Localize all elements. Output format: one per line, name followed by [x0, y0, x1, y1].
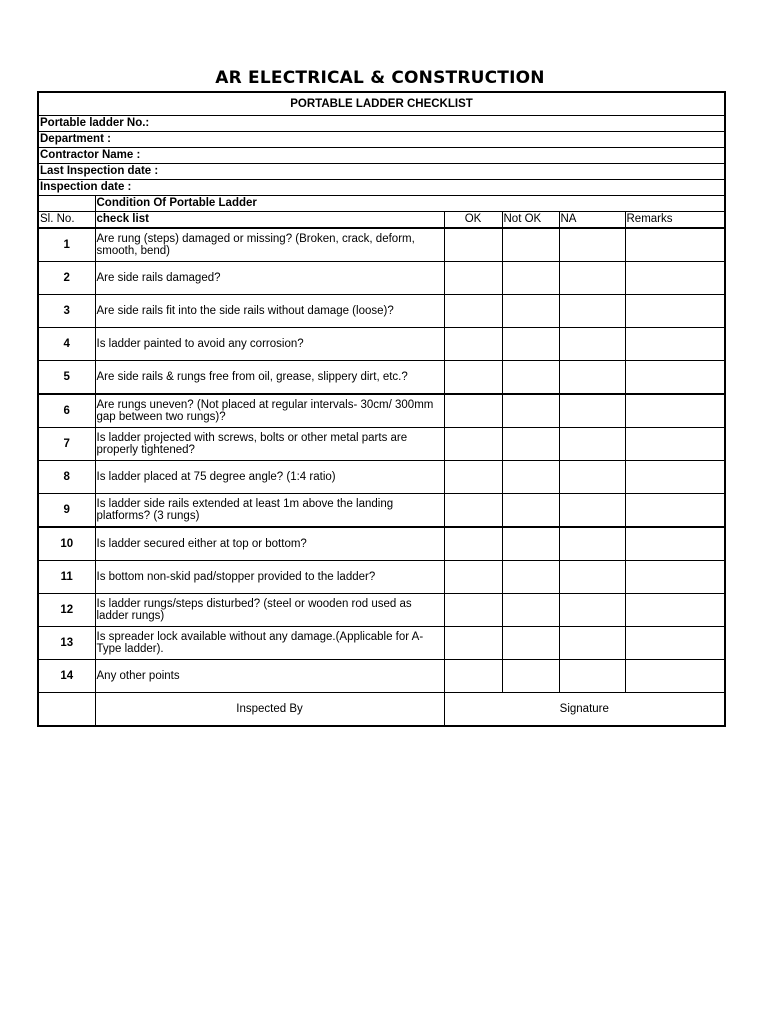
info-label: Inspection date :	[38, 180, 725, 196]
table-row	[38, 494, 725, 528]
info-row-contractor	[38, 148, 725, 164]
not-ok-cell[interactable]	[502, 394, 559, 428]
remarks-cell[interactable]	[625, 561, 725, 594]
table-row	[38, 461, 725, 494]
item-question: Is ladder placed at 75 degree angle? (1:4 ratio)	[95, 461, 444, 494]
table-row	[38, 627, 725, 660]
item-number: 13	[38, 627, 95, 660]
na-cell[interactable]	[559, 461, 625, 494]
item-question: Is spreader lock available without any damage.(Applicable for A-Type ladder).	[95, 627, 444, 660]
checklist-table	[37, 91, 726, 727]
company-title: AR ELECTRICAL & CONSTRUCTION	[215, 68, 545, 88]
signature-row	[38, 693, 725, 727]
item-question: Any other points	[95, 660, 444, 693]
table-row	[38, 262, 725, 295]
item-question: Are rungs uneven? (Not placed at regular intervals- 30cm/ 300mm gap between two rungs)?	[95, 394, 444, 428]
ok-cell[interactable]	[444, 328, 502, 361]
na-cell[interactable]	[559, 361, 625, 395]
item-number: 6	[38, 394, 95, 428]
table-row	[38, 428, 725, 461]
section-row	[38, 196, 725, 212]
empty-cell	[38, 196, 95, 212]
ok-cell[interactable]	[444, 228, 502, 262]
info-row-inspection-date	[38, 180, 725, 196]
item-number: 11	[38, 561, 95, 594]
remarks-cell[interactable]	[625, 461, 725, 494]
table-row	[38, 328, 725, 361]
item-number: 4	[38, 328, 95, 361]
item-question: Is ladder painted to avoid any corrosion?	[95, 328, 444, 361]
item-question: Is ladder projected with screws, bolts or other metal parts are properly tightened?	[95, 428, 444, 461]
ok-cell[interactable]	[444, 561, 502, 594]
item-question: Is ladder side rails extended at least 1m above the landing platforms? (3 rungs)	[95, 494, 444, 528]
info-row-ladder-no	[38, 116, 725, 132]
info-label: Department :	[38, 132, 725, 148]
header-check-list: check list	[95, 212, 444, 229]
na-cell[interactable]	[559, 561, 625, 594]
not-ok-cell[interactable]	[502, 527, 559, 561]
info-row-department	[38, 132, 725, 148]
title-row	[38, 92, 725, 116]
not-ok-cell[interactable]	[502, 494, 559, 528]
item-question: Is bottom non-skid pad/stopper provided to the ladder?	[95, 561, 444, 594]
na-cell[interactable]	[559, 262, 625, 295]
na-cell[interactable]	[559, 660, 625, 693]
item-question: Are side rails & rungs free from oil, grease, slippery dirt, etc.?	[95, 361, 444, 395]
item-number: 5	[38, 361, 95, 395]
ok-cell[interactable]	[444, 295, 502, 328]
remarks-cell[interactable]	[625, 361, 725, 395]
ok-cell[interactable]	[444, 594, 502, 627]
not-ok-cell[interactable]	[502, 295, 559, 328]
remarks-cell[interactable]	[625, 494, 725, 528]
remarks-cell[interactable]	[625, 228, 725, 262]
header-ok: OK	[444, 212, 502, 229]
na-cell[interactable]	[559, 594, 625, 627]
remarks-cell[interactable]	[625, 527, 725, 561]
item-number: 14	[38, 660, 95, 693]
na-cell[interactable]	[559, 494, 625, 528]
info-label: Contractor Name :	[38, 148, 725, 164]
remarks-cell[interactable]	[625, 328, 725, 361]
header-not-ok: Not OK	[502, 212, 559, 229]
ok-cell[interactable]	[444, 262, 502, 295]
item-number: 12	[38, 594, 95, 627]
remarks-cell[interactable]	[625, 627, 725, 660]
item-question: Is ladder rungs/steps disturbed? (steel or wooden rod used as ladder rungs)	[95, 594, 444, 627]
ok-cell[interactable]	[444, 527, 502, 561]
item-number: 2	[38, 262, 95, 295]
ok-cell[interactable]	[444, 461, 502, 494]
na-cell[interactable]	[559, 394, 625, 428]
table-row	[38, 561, 725, 594]
table-row	[38, 228, 725, 262]
ok-cell[interactable]	[444, 494, 502, 528]
not-ok-cell[interactable]	[502, 428, 559, 461]
table-row	[38, 660, 725, 693]
header-na: NA	[559, 212, 625, 229]
na-cell[interactable]	[559, 428, 625, 461]
ok-cell[interactable]	[444, 660, 502, 693]
table-row	[38, 295, 725, 328]
not-ok-cell[interactable]	[502, 561, 559, 594]
not-ok-cell[interactable]	[502, 627, 559, 660]
table-row	[38, 394, 725, 428]
info-label: Last Inspection date :	[38, 164, 725, 180]
inspected-by-label: Inspected By	[95, 693, 444, 727]
na-cell[interactable]	[559, 527, 625, 561]
empty-cell	[38, 693, 95, 727]
item-question: Are side rails fit into the side rails without damage (loose)?	[95, 295, 444, 328]
item-question: Is ladder secured either at top or bottom?	[95, 527, 444, 561]
item-number: 8	[38, 461, 95, 494]
remarks-cell[interactable]	[625, 295, 725, 328]
not-ok-cell[interactable]	[502, 228, 559, 262]
header-remarks: Remarks	[625, 212, 725, 229]
info-row-last-inspection	[38, 164, 725, 180]
not-ok-cell[interactable]	[502, 594, 559, 627]
item-number: 3	[38, 295, 95, 328]
header-sl-no: Sl. No.	[38, 212, 95, 229]
section-title: Condition Of Portable Ladder	[95, 196, 725, 212]
na-cell[interactable]	[559, 328, 625, 361]
checklist-title: PORTABLE LADDER CHECKLIST	[38, 92, 725, 116]
na-cell[interactable]	[559, 627, 625, 660]
signature-label: Signature	[444, 693, 725, 727]
info-label: Portable ladder No.:	[38, 116, 725, 132]
not-ok-cell[interactable]	[502, 361, 559, 395]
not-ok-cell[interactable]	[502, 660, 559, 693]
remarks-cell[interactable]	[625, 394, 725, 428]
item-question: Are rung (steps) damaged or missing? (Broken, crack, deform, smooth, bend)	[95, 228, 444, 262]
item-number: 7	[38, 428, 95, 461]
item-number: 10	[38, 527, 95, 561]
table-row	[38, 361, 725, 395]
not-ok-cell[interactable]	[502, 461, 559, 494]
remarks-cell[interactable]	[625, 594, 725, 627]
remarks-cell[interactable]	[625, 262, 725, 295]
item-number: 1	[38, 228, 95, 262]
not-ok-cell[interactable]	[502, 262, 559, 295]
ok-cell[interactable]	[444, 627, 502, 660]
na-cell[interactable]	[559, 295, 625, 328]
ok-cell[interactable]	[444, 361, 502, 395]
na-cell[interactable]	[559, 228, 625, 262]
remarks-cell[interactable]	[625, 660, 725, 693]
table-row	[38, 527, 725, 561]
item-question: Are side rails damaged?	[95, 262, 444, 295]
table-row	[38, 594, 725, 627]
ok-cell[interactable]	[444, 394, 502, 428]
header-row	[38, 212, 725, 229]
remarks-cell[interactable]	[625, 428, 725, 461]
item-number: 9	[38, 494, 95, 528]
not-ok-cell[interactable]	[502, 328, 559, 361]
ok-cell[interactable]	[444, 428, 502, 461]
